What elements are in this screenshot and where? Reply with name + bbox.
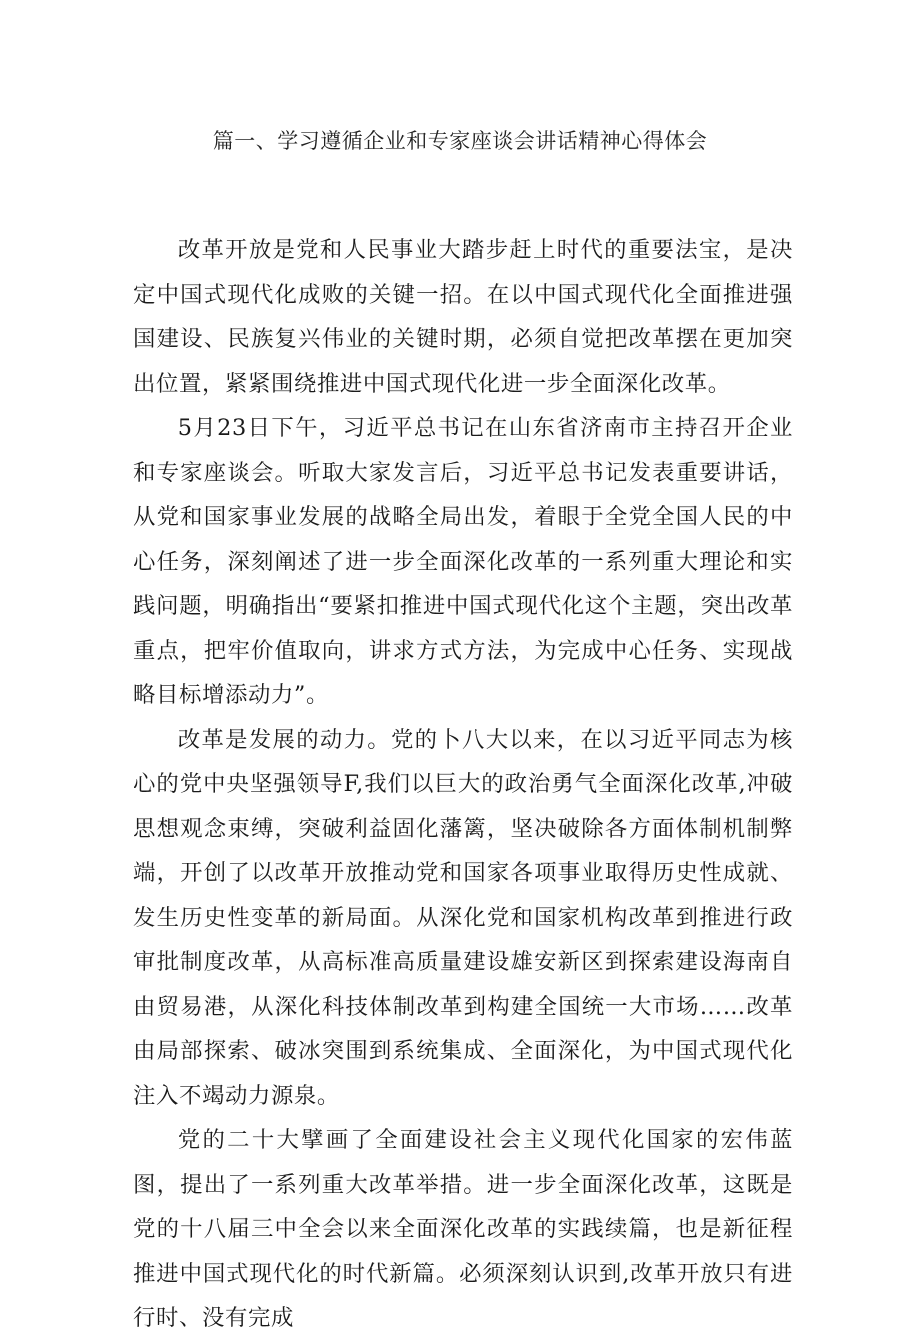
document-body <box>133 228 793 1341</box>
paragraph-2: 5月23日下午，习近平总书记在山东省济南市主持召开企业和专家座谈会。听取大家发言后，习近平总书记发表重要讲话，从党和国家事业发展的战略全局出发，着眼于全党全国人民的中心任务，深刻阐述了进一步全面深化改革的一系列重大理论和实践问题，明确指出“要紧扣推进中国式现代化这个主题，突出改革重点，把牢价值取向，讲求方式方法，为完成中心任务、实现战略目标增添动力”。 <box>133 415 793 708</box>
paragraph-1: 改革开放是党和人民事业大踏步赶上时代的重要法宝，是决定中国式现代化成败的关键一招。在以中国式现代化全面推进强国建设、民族复兴伟业的关键时期，必须自觉把改革摆在更加突出位置，紧紧围绕推进中国式现代化进一步全面深化改革。 <box>133 237 793 397</box>
document-title: 篇一、学习遵循企业和专家座谈会讲话精神心得体会 <box>212 129 708 153</box>
paragraph-3: 改革是发展的动力。党的卜八大以来，在以习近平同志为核心的党中央坚强领导F,我们以巨大的政治勇气全面深化改革,冲破思想观念束缚，突破利益固化藩篱，坚决破除各方面体制机制弊端，开创了以改革开放推动党和国家各项事业取得历史性成就、发生历史性变革的新局面。从深化党和国家机构改革到推进行政审批制度改革，从高标准高质量建设雄安新区到探索建设海南自由贸易港，从深化科技体制改革到构建全国统一大市场……改革由局部探索、破冰突围到系统集成、全面深化，为中国式现代化注入不竭动力源泉。 <box>133 726 793 1109</box>
paragraph-4: 党的二十大擘画了全面建设社会主义现代化国家的宏伟蓝图，提出了一系列重大改革举措。进一步全面深化改革，这既是党的十八届三中全会以来全面深化改革的实践续篇，也是新征程推进中国式现代化的时代新篇。必须深刻认识到,改革开放只有进行时、没有完成 <box>133 1127 793 1331</box>
